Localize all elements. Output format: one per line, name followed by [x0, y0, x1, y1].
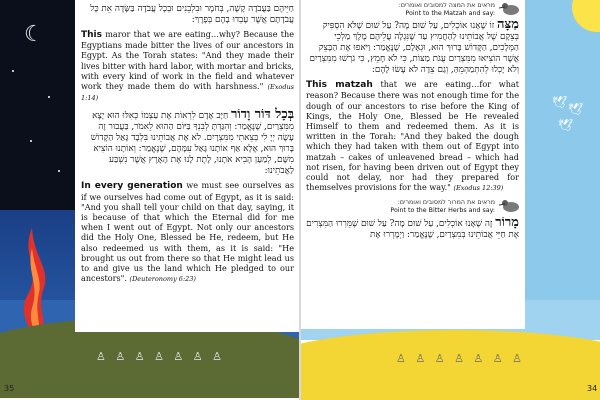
crescent-moon-icon: ☾ [24, 22, 44, 47]
maror-english-body: maror that we are eating…why? Because the Egyptians made bitter the lives of our ancestors in Egypt. As the Torah states: "And they made their lives bitter with hard labor, with mortar and bricks, with every kind of work in the field and whatever work they made them do with harshness." [81, 29, 294, 92]
maror-hebrew-lead: מָרוֹר [495, 214, 519, 230]
maror-instruction-hebrew: מראים את המרור למסובים ואומרים: [397, 199, 495, 207]
left-text-panel [75, 4, 300, 332]
sand-dune-illustration [300, 330, 600, 400]
right-text-panel [300, 2, 525, 329]
maror-hebrew-body: זֶה שֶׁאָנוּ אוֹכְלִים, עַל שׁוּם מָה? עַל שׁוּם שֶׁמֵּרְרוּ הַמִּצְרִים אֶת חַיֵּי אֲבוֹתֵינוּ בְּמִצְרַיִם, שֶׁנֶּאֱמַר: וַיְמָרְרוּ אֶת [306, 218, 519, 240]
pointing-figure-icon [499, 2, 519, 16]
matzah-hebrew-text [306, 19, 519, 76]
right-page [300, 0, 600, 400]
generation-source-citation: (Deuteronomy 6:23) [129, 275, 196, 284]
dove-icon: 🕊 [558, 118, 574, 132]
maror-instruction [306, 199, 519, 214]
maror-instruction-english: Point to the Bitter Herbs and say: [390, 207, 495, 215]
page-number-left: 35 [4, 384, 15, 393]
matzah-english-text [306, 79, 519, 193]
maror-source-citation: (Exodus 1:14) [81, 83, 294, 103]
maror-english-lead: This [81, 30, 102, 40]
generation-hebrew-text [81, 109, 294, 177]
star-icon [12, 70, 14, 72]
matzah-english-lead: This matzah [306, 80, 373, 91]
generation-hebrew-body: חַיָּב אָדָם לִרְאוֹת אֶת עַצְמוֹ כְּאִלּוּ הוּא יָצָא מִמִּצְרַיִם, שֶׁנֶּאֱמַר: וְהִגַּדְתָּ לְבִנְךָ בַּיּוֹם הַהוּא לֵאמֹר, בַּעֲבוּר זֶה עָשָׂה יְיָ לִי בְּצֵאתִי מִמִּצְרָיִם. לֹא אֶת אֲבוֹתֵינוּ בִּלְבָד גָּאַל הַקָּדוֹשׁ בָּרוּךְ הוּא, אֶלָּא אַף אוֹתָנוּ גָּאַל עִמָּהֶם, שֶׁנֶּאֱמַר: וְאוֹתָנוּ הוֹצִיא מִשָּׁם, לְמַעַן הָבִיא אֹתָנוּ, לָתֶת לָנוּ אֶת הָאָרֶץ אֲשֶׁר נִשְׁבַּע לַאֲבֹתֵינוּ: [90, 111, 294, 177]
matzah-english-body: that we are eating…for what reason? Because there was not enough time for the dough of our ancestors to rise before the King of Kings, the Holy One, Blessed be He revealed Himself to them and redeemed them. As it is written in the Torah: "And they baked the dough which they had taken with them out of Egypt into matzah – cakes of unleavened bread – which had not risen, for having been driven out of Egypt they could not delay, nor had they prepared for themselves provisions for the way." [306, 79, 520, 193]
pillar-of-fire-illustration [14, 228, 50, 338]
maror-hebrew-text: חַיֵּיהֶם בַּעֲבֹדָה קָשָׁה, בְּחֹמֶר וּבִלְבֵנִים וּבְכָל עֲבֹדָה בַּשָּׂדֶה אֵת כָּל עֲבֹדָתָם אֲשֶׁר עָבְדוּ בָהֶם בְּפָרֶךְ: [90, 4, 294, 25]
maror-start-hebrew-text [306, 214, 519, 241]
generation-english-text [81, 180, 294, 284]
matzah-source-citation: (Exodus 12:39) [453, 184, 504, 193]
matzah-instruction-english: Point to the Matzah and say: [405, 9, 495, 17]
generation-english-body: we must see ourselves as if we ourselves had come out of Egypt, as it is said: "And you shall tell your child on that day, saying, it is because of that which the Eternal did for me when I went out of Egypt. Not only our ancestors did the Holy One, Blessed be He, redeem, but He also redeemed us with them, as it is said: "He brought us out from there so that He might lead us to and give us the land which He pledged to our ancestors". [81, 180, 294, 284]
walking-figures-illustration: ♙ ♙ ♙ ♙ ♙ ♙ ♙ [396, 352, 526, 365]
star-icon [30, 140, 32, 142]
day-sky-illustration [525, 0, 600, 330]
star-icon [48, 96, 50, 98]
matzah-hebrew-body: זוֹ שֶׁאָנוּ אוֹכְלִים, עַל שׁוּם מָה? עַל שׁוּם שֶׁלֹּא הִסְפִּיק בְּצֵקָם שֶׁל אֲבוֹתֵינוּ לְהַחֲמִיץ עַד שֶׁנִּגְלָה עֲלֵיהֶם מֶלֶךְ מַלְכֵי הַמְּלָכִים, הַקָּדוֹשׁ בָּרוּךְ הוּא, וּגְאָלָם, שֶׁנֶּאֱמַר: וַיֹּאפוּ אֶת הַבָּצֵק אֲשֶׁר הוֹצִיאוּ מִמִּצְרַיִם עֻגֹת מַצּוֹת, כִּי לֹא חָמֵץ, כִּי גֹרְשׁוּ מִמִּצְרַיִם וְלֹא יָכְלוּ לְהִתְמַהְמֵהַּ, וְגַם צֵדָה לֹא עָשׂוּ לָהֶם: [309, 21, 519, 76]
dove-icon: 🕊 [552, 95, 568, 109]
generation-english-lead: In every generation [81, 181, 183, 192]
star-icon [58, 170, 60, 172]
matzah-instruction-hebrew: מראים את המצה למסובים ואומרים: [398, 2, 495, 9]
matzah-hebrew-lead: מַצָּה [497, 17, 519, 33]
pointing-figure-icon [499, 199, 519, 213]
matzah-instruction [306, 2, 519, 17]
generation-hebrew-lead: בְּכָל דּוֹר וָדוֹר [230, 107, 294, 123]
maror-english-text [81, 29, 294, 103]
walking-figures-illustration: ♙ ♙ ♙ ♙ ♙ ♙ ♙ [96, 350, 226, 363]
dove-icon: 🕊 [568, 102, 584, 116]
book-gutter [299, 0, 301, 400]
page-number-right: 34 [587, 384, 598, 393]
